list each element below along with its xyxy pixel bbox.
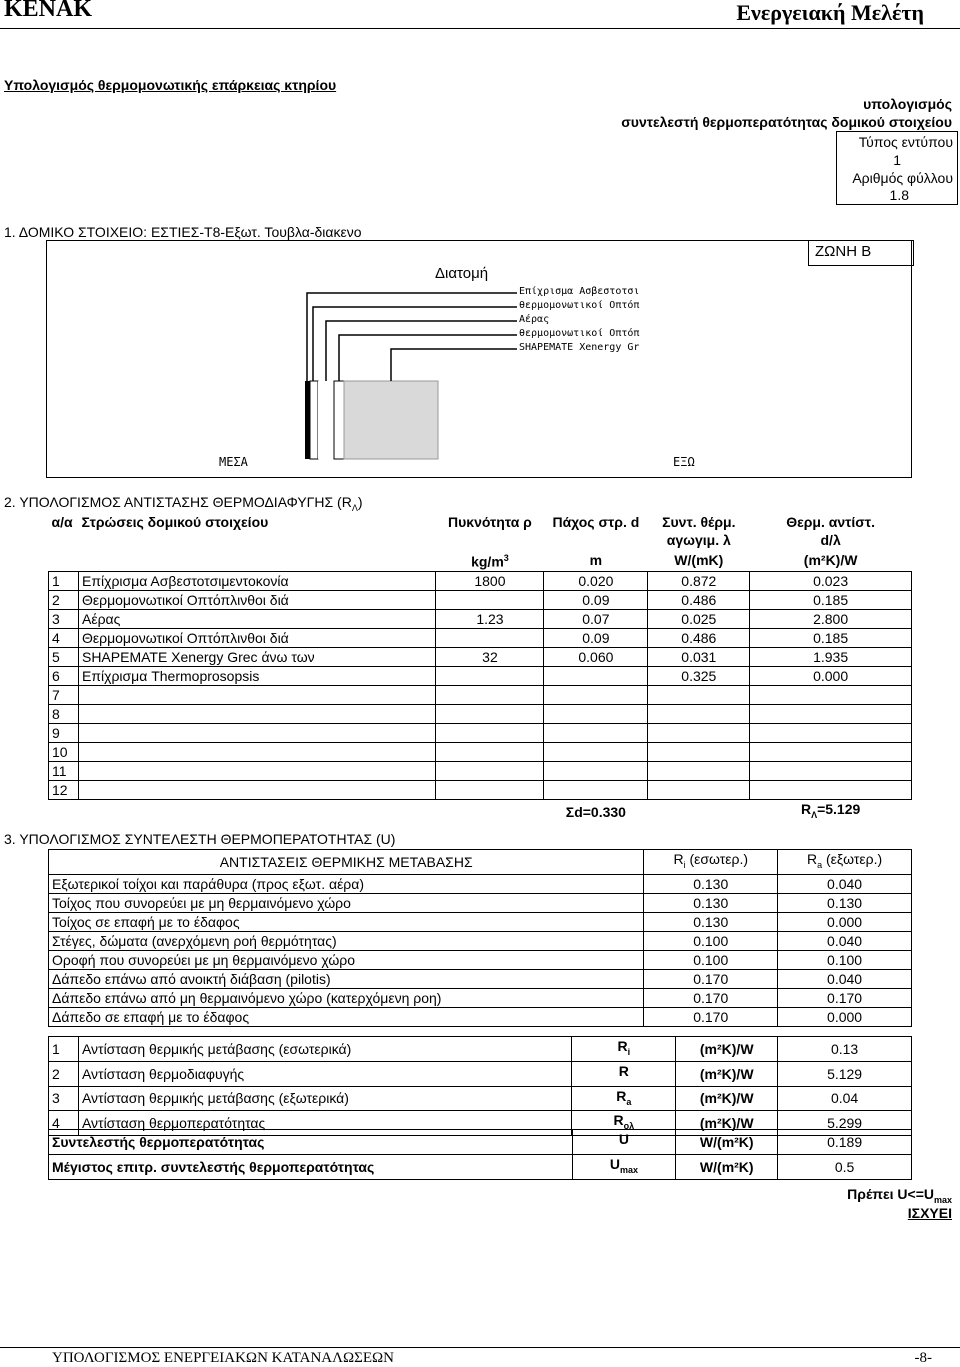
layer-name — [78, 761, 436, 780]
surface-ra: 0.040 — [778, 874, 912, 893]
leader-line-5 — [391, 349, 517, 381]
surface-ri: 0.170 — [644, 1007, 778, 1026]
layer-name: Επίχρισμα Thermoprosopsis — [78, 666, 436, 685]
outside-label: ΕΞΩ — [673, 455, 695, 469]
sum-thickness: Σd=0.330 — [565, 803, 626, 820]
u-name: Μέγιστος επιτρ. συντελεστής θερμοπερατότητας — [49, 1154, 573, 1179]
surface-ri: 0.100 — [644, 950, 778, 969]
section3-title: 3. ΥΠΟΛΟΓΙΣΜΟΣ ΣΥΝΤΕΛΕΣΤΗ ΘΕΡΜΟΠΕΡΑΤΟΤΗΤΑΣ (U) — [4, 831, 396, 847]
footer-page-number: -8- — [914, 1350, 932, 1366]
leader-line-3 — [326, 321, 517, 381]
layer-density — [436, 666, 544, 685]
layer-conductivity: 0.031 — [648, 647, 750, 666]
layers-table-sum-row — [49, 799, 912, 823]
header-app-name: KENAK — [4, 0, 93, 22]
surface-ra: 0.170 — [778, 988, 912, 1007]
u-row — [49, 1154, 912, 1179]
col-aa: α/α — [51, 514, 73, 530]
u-row — [49, 1130, 912, 1155]
col-resistance: Θερμ. αντίστ. — [786, 514, 876, 530]
unit-conductivity: W/(mK) — [674, 551, 724, 568]
layer-density — [436, 628, 544, 647]
layer-resistance — [750, 742, 912, 761]
section1-title: 1. ΔΟΜΙΚΟ ΣΤΟΙΧΕΙΟ: ΕΣΤΙΕΣ-Τ8-Εξωτ. Τουβλα-διακενο — [4, 224, 362, 240]
resistance-value: 0.04 — [778, 1086, 912, 1111]
surface-resistance-table — [48, 849, 912, 1027]
side-title-1: υπολογισμός — [863, 96, 952, 112]
layer-index: 6 — [49, 666, 79, 685]
layer-density: 1.23 — [436, 609, 544, 628]
layer-row — [49, 647, 912, 666]
resistance-index: 1 — [49, 1037, 79, 1062]
u-value-table — [48, 1129, 912, 1180]
layer-index: 8 — [49, 704, 79, 723]
layer-index: 1 — [49, 571, 79, 590]
header-rule — [0, 28, 960, 29]
total-resistance-table — [48, 1036, 912, 1136]
layer-density — [436, 742, 544, 761]
layer-name: Αέρας — [78, 609, 436, 628]
layer-thickness: 0.07 — [544, 609, 648, 628]
layer-conductivity: 0.325 — [648, 666, 750, 685]
layer-density: 1800 — [436, 571, 544, 590]
check-statement: Πρέπει $U<=U_{max}$ — [847, 1186, 952, 1205]
layer-name: Θερμομονωτικοί Οπτόπλινθοι διά — [78, 628, 436, 647]
sheet-no-label: Αριθμός φύλλου — [852, 170, 953, 186]
u-symbol: U — [572, 1130, 676, 1155]
layers-table-units-row — [49, 549, 912, 571]
check-result: ΙΣΧΥΕΙ — [907, 1205, 952, 1221]
resistance-row — [49, 1037, 912, 1062]
resistance-symbol: R — [572, 1061, 676, 1086]
layer-thickness — [544, 723, 648, 742]
col-layers: Στρώσεις δομικού στοιχείου — [81, 514, 269, 530]
layer-thickness — [544, 685, 648, 704]
layer-resistance: 2.800 — [750, 609, 912, 628]
leader-line-2 — [313, 307, 517, 381]
resistance-value: 5.299 — [778, 1111, 912, 1136]
u-value: 0.5 — [778, 1154, 912, 1179]
surface-ri: 0.170 — [644, 969, 778, 988]
layer-conductivity — [648, 761, 750, 780]
resistance-row — [49, 1061, 912, 1086]
layer-index: 11 — [49, 761, 79, 780]
layer-density — [436, 780, 544, 799]
ri-head: $R_i$ (εσωτερ.) — [644, 850, 778, 875]
resistance-index: 3 — [49, 1086, 79, 1111]
layer-resistance: 0.023 — [750, 571, 912, 590]
surface-ra: 0.000 — [778, 1007, 912, 1026]
surface-head: ΑΝΤΙΣΤΑΣΕΙΣ ΘΕΡΜΙΚΗΣ ΜΕΤΑΒΑΣΗΣ — [49, 850, 644, 875]
resistance-name: Αντίσταση θερμικής μετάβασης (εξωτερικά) — [78, 1086, 572, 1111]
layer-row — [49, 609, 912, 628]
layer-resistance: 1.935 — [750, 647, 912, 666]
surface-name: Δάπεδο επάνω από ανοικτή διάβαση (pilotis) — [49, 969, 644, 988]
layer-name — [78, 780, 436, 799]
surface-ri: 0.170 — [644, 988, 778, 1007]
layer-name: Επίχρισμα Ασβεστοτσιμεντοκονία — [78, 571, 436, 590]
surface-row — [49, 988, 912, 1007]
side-title-2: συντελεστή θερμοπερατότητας δομικού στοιχείου — [621, 114, 952, 130]
legend-item: θερμομονωτικοί Οπτόπ — [519, 328, 640, 339]
doc-title: Υπολογισμός θερμομονωτικής επάρκειας κτηρίου — [4, 77, 337, 93]
layer-air — [318, 381, 334, 459]
u-unit: W/(m²K) — [676, 1130, 778, 1155]
surface-name: Δάπεδο σε επαφή με το έδαφος — [49, 1007, 644, 1026]
layer-conductivity — [648, 780, 750, 799]
legend-item: Επίχρισμα Ασβεστοτσι — [519, 286, 640, 297]
surface-name: Τοίχος σε επαφή με το έδαφος — [49, 912, 644, 931]
surface-ri: 0.130 — [644, 874, 778, 893]
layer-thickness — [544, 780, 648, 799]
layer-density — [436, 590, 544, 609]
surface-name: Τοίχος που συνορεύει με μη θερμαινόμενο χώρο — [49, 893, 644, 912]
layer-row — [49, 590, 912, 609]
inside-label: ΜΕΣΑ — [219, 455, 248, 469]
layer-conductivity: 0.486 — [648, 590, 750, 609]
layer-thickness — [544, 666, 648, 685]
header-doc-type: Ενεργειακή Μελέτη — [736, 0, 924, 25]
layer-thickness — [544, 761, 648, 780]
layer-thickness — [544, 742, 648, 761]
zone-label: ΖΩΝΗ Β — [815, 243, 872, 260]
section2-title: 2. ΥΠΟΛΟΓΙΣΜΟΣ ΑΝΤΙΣΤΑΣΗΣ ΘΕΡΜΟΔΙΑΦΥΓΗΣ $(R_\Lambda)$ — [4, 494, 363, 513]
surface-table-head-row — [49, 850, 912, 875]
layer-conductivity — [648, 685, 750, 704]
resistance-index: 4 — [49, 1111, 79, 1136]
layer-row — [49, 780, 912, 799]
footer-rule — [0, 1347, 960, 1348]
layer-density: 32 — [436, 647, 544, 666]
layer-row — [49, 666, 912, 685]
layers-table-head-row-2: αγωγιμ. λ d/λ — [666, 532, 841, 548]
layer-name: Θερμομονωτικοί Οπτόπλινθοι διά — [78, 590, 436, 609]
u-value: 0.189 — [778, 1130, 912, 1155]
legend-item: θερμομονωτικοί Οπτόπ — [519, 300, 640, 311]
layer-density — [436, 723, 544, 742]
layer-conductivity: 0.486 — [648, 628, 750, 647]
surface-ra: 0.000 — [778, 912, 912, 931]
col-conductivity: Συντ. θέρμ. — [662, 514, 736, 530]
wall-section-drawing — [47, 241, 911, 477]
surface-ra: 0.040 — [778, 931, 912, 950]
resistance-unit: (m²K)/W — [676, 1037, 778, 1062]
layer-plaster-inner — [305, 381, 310, 459]
layers-table-head-row — [49, 513, 912, 531]
layer-row — [49, 704, 912, 723]
layer-row — [49, 685, 912, 704]
layer-row — [49, 628, 912, 647]
resistance-index: 2 — [49, 1061, 79, 1086]
layer-conductivity: 0.872 — [648, 571, 750, 590]
layer-index: 4 — [49, 628, 79, 647]
resistance-name: Αντίσταση θερμικής μετάβασης (εσωτερικά) — [78, 1037, 572, 1062]
surface-ri: 0.130 — [644, 912, 778, 931]
surface-name: Δάπεδο επάνω από μη θερμαινόμενο χώρο (κατερχόμενη ροη) — [49, 988, 644, 1007]
layer-resistance: 0.185 — [750, 628, 912, 647]
layer-name: SHAPEMATE Xenergy Grec άνω των — [78, 647, 436, 666]
layer-density — [436, 761, 544, 780]
resistance-symbol: $R_{o\lambda}$ — [572, 1111, 676, 1136]
layer-row — [49, 723, 912, 742]
layer-resistance: 0.000 — [750, 666, 912, 685]
layer-resistance — [750, 685, 912, 704]
form-type-value: 1 — [893, 152, 901, 168]
layer-index: 10 — [49, 742, 79, 761]
layer-name — [78, 685, 436, 704]
u-unit: W/(m²K) — [676, 1154, 778, 1179]
legend-item: SHAPEMATE Xenergy Gr — [519, 342, 640, 353]
layer-thickness — [544, 704, 648, 723]
leader-line-4 — [339, 335, 517, 381]
layer-index: 12 — [49, 780, 79, 799]
resistance-unit: (m²K)/W — [676, 1086, 778, 1111]
u-name: Συντελεστής θερμοπερατότητας — [49, 1130, 573, 1155]
surface-row — [49, 912, 912, 931]
resistance-unit: (m²K)/W — [676, 1111, 778, 1136]
layer-conductivity — [648, 723, 750, 742]
surface-row — [49, 874, 912, 893]
section-diagram — [46, 240, 912, 478]
resistance-symbol: $R_i$ — [572, 1037, 676, 1062]
surface-ri: 0.130 — [644, 893, 778, 912]
resistance-unit: (m²K)/W — [676, 1061, 778, 1086]
layer-index: 3 — [49, 609, 79, 628]
layer-conductivity: 0.025 — [648, 609, 750, 628]
layer-conductivity — [648, 704, 750, 723]
layer-thickness: 0.09 — [544, 628, 648, 647]
layer-brick-inner — [310, 381, 318, 459]
layers-table — [48, 513, 912, 823]
surface-name: Στέγες, δώματα (ανερχόμενη ροή θερμότητας) — [49, 931, 644, 950]
surface-ri: 0.100 — [644, 931, 778, 950]
surface-row — [49, 969, 912, 988]
layer-density — [436, 685, 544, 704]
resistance-name: Αντίσταση θερμοδιαφυγής — [78, 1061, 572, 1086]
layer-density — [436, 704, 544, 723]
section-label: Διατομή — [435, 265, 489, 282]
col-thickness: Πάχος στρ. d — [552, 514, 640, 530]
layer-thickness: 0.060 — [544, 647, 648, 666]
layer-conductivity — [648, 742, 750, 761]
layer-thickness: 0.09 — [544, 590, 648, 609]
layer-resistance — [750, 704, 912, 723]
sheet-no-value: 1.8 — [889, 187, 909, 203]
surface-row — [49, 1007, 912, 1026]
layer-insulation — [344, 381, 438, 459]
layer-row — [49, 742, 912, 761]
layer-thickness: 0.020 — [544, 571, 648, 590]
form-info-box — [836, 131, 958, 205]
resistance-symbol: $R_a$ — [572, 1086, 676, 1111]
layer-name — [78, 704, 436, 723]
surface-ra: 0.040 — [778, 969, 912, 988]
resistance-name: Αντίσταση θερμοπερατότητας — [78, 1111, 572, 1136]
unit-resistance: (m²K)/W — [803, 551, 858, 568]
ra-head: $R_a$ (εξωτερ.) — [778, 850, 912, 875]
layer-resistance: 0.185 — [750, 590, 912, 609]
surface-name: Οροφή που συνορεύει με μη θερμαινόμενο χώρο — [49, 950, 644, 969]
layer-row — [49, 761, 912, 780]
layer-resistance — [750, 761, 912, 780]
resistance-row — [49, 1086, 912, 1111]
layer-name — [78, 723, 436, 742]
footer-title: ΥΠΟΛΟΓΙΣΜΟΣ ΕΝΕΡΓΕΙΑΚΩΝ ΚΑΤΑΝΑΛΩΣΕΩΝ — [52, 1350, 395, 1366]
layer-resistance — [750, 780, 912, 799]
surface-ra: 0.130 — [778, 893, 912, 912]
layer-row — [49, 571, 912, 590]
unit-thickness: m — [589, 551, 603, 568]
legend-item: Αέρας — [519, 314, 550, 325]
resistance-value: 0.13 — [778, 1037, 912, 1062]
u-symbol: $U_{max}$ — [572, 1154, 676, 1179]
resistance-value: 5.129 — [778, 1061, 912, 1086]
surface-name: Εξωτερικοί τοίχοι και παράθυρα (προς εξωτ. αέρα) — [49, 874, 644, 893]
sum-resistance: $R_\Lambda=5.129$ — [800, 800, 861, 820]
layer-brick-outer — [334, 381, 344, 459]
unit-density: $kg/m^3$ — [471, 553, 509, 570]
col-density: Πυκνότητα ρ — [448, 514, 532, 530]
layer-name — [78, 742, 436, 761]
surface-row — [49, 893, 912, 912]
surface-row — [49, 950, 912, 969]
layer-index: 2 — [49, 590, 79, 609]
layer-index: 5 — [49, 647, 79, 666]
surface-ra: 0.100 — [778, 950, 912, 969]
surface-row — [49, 931, 912, 950]
form-type-label: Τύπος εντύπου — [858, 134, 953, 150]
layer-index: 7 — [49, 685, 79, 704]
layer-resistance — [750, 723, 912, 742]
layer-index: 9 — [49, 723, 79, 742]
